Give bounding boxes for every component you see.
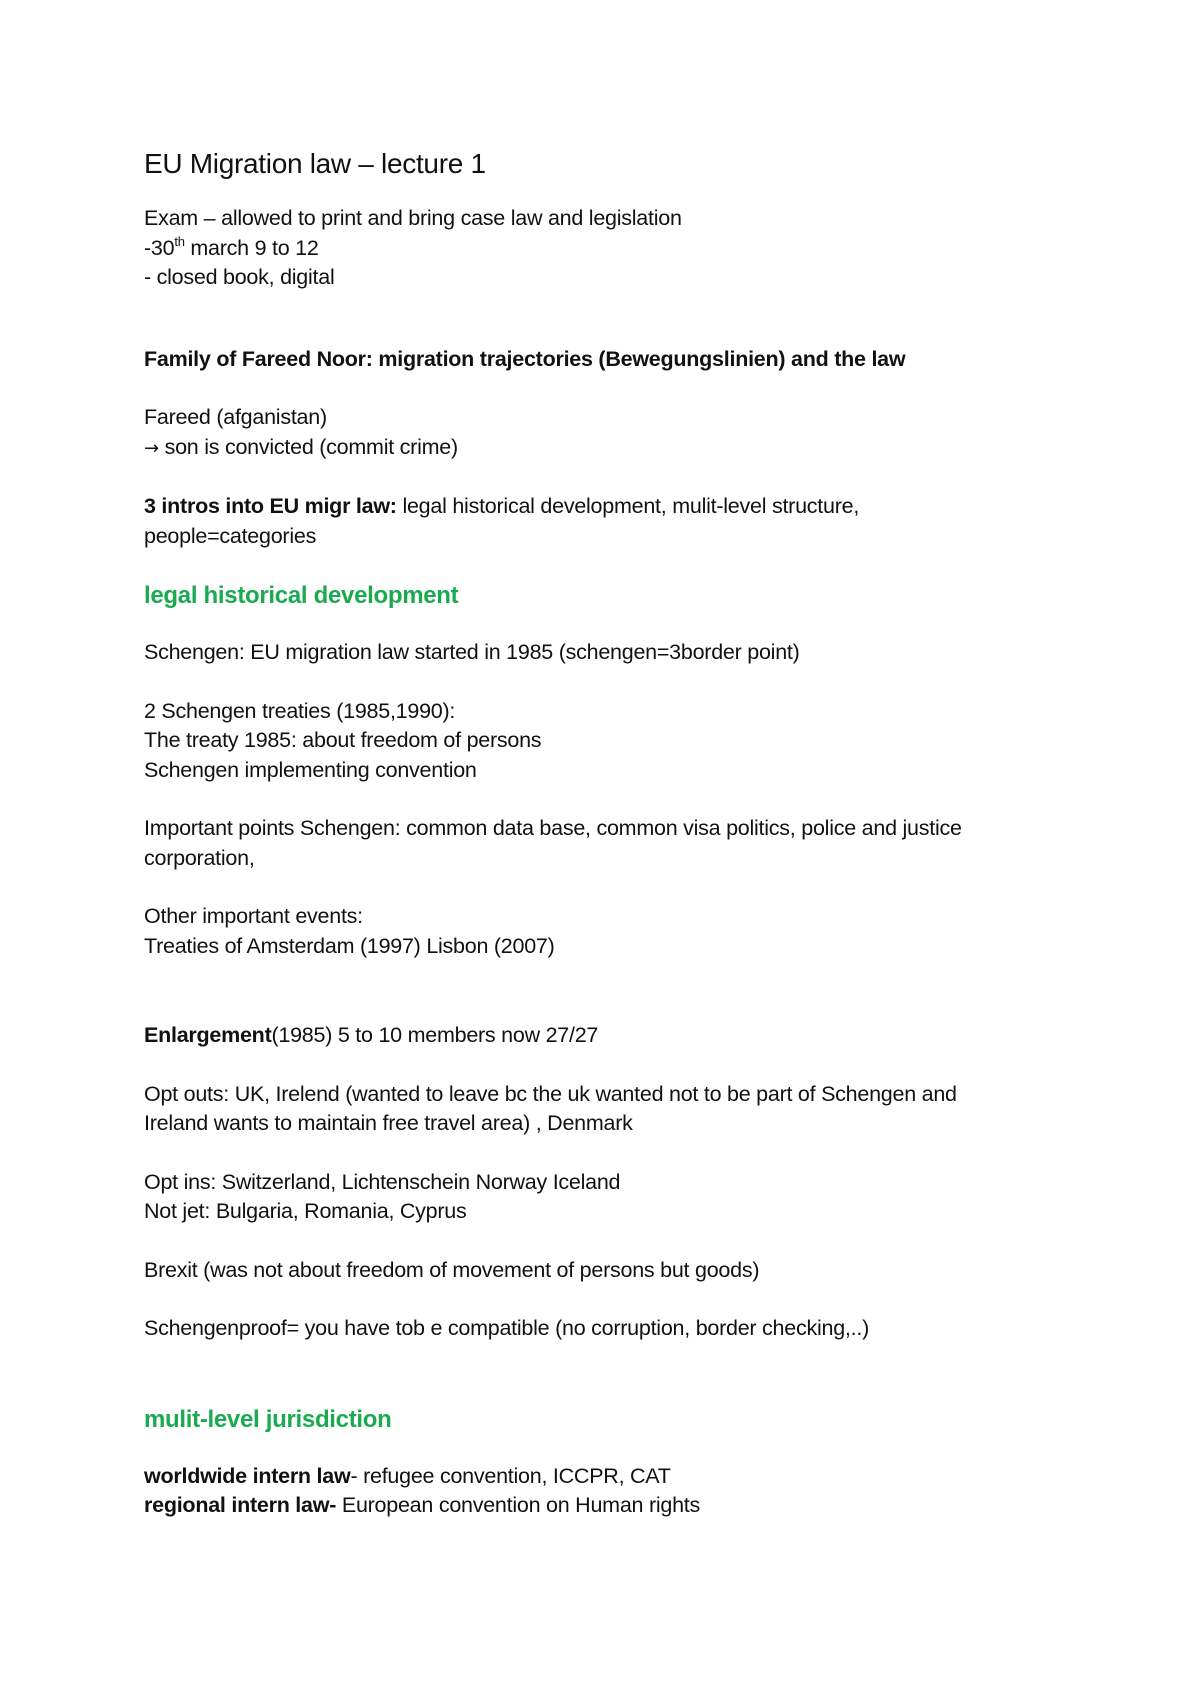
arrow-right-icon: → [144, 437, 159, 459]
worldwide-line [144, 1462, 1064, 1492]
other-events-block [144, 902, 1064, 961]
opt-outs-block [144, 1080, 1064, 1139]
exam-line-1: Exam – allowed to print and bring case law and legislation [144, 206, 682, 230]
optins-line-2: Not jet: Bulgaria, Romania, Cyprus [144, 1199, 467, 1223]
exam-line-2 [144, 234, 1064, 264]
schengen-start: Schengen: EU migration law started in 1985 (schengen=3border point) [144, 640, 800, 664]
exam-line-3: - closed book, digital [144, 265, 335, 289]
section-heading-legal-history: legal historical development [144, 582, 459, 609]
enlargement-bold: Enlargement [144, 1023, 272, 1047]
fareed-line-2 [144, 433, 1064, 464]
other-line-1: Other important events: [144, 904, 363, 928]
section-heading-multilevel: mulit-level jurisdiction [144, 1405, 392, 1433]
brexit-line: Brexit (was not about freedom of movement of persons but goods) [144, 1257, 760, 1282]
treaties-line-3: Schengen implementing convention [144, 757, 477, 782]
exam-date-sup: th [174, 233, 185, 249]
enlargement-line [144, 1021, 1064, 1051]
exam-block [144, 204, 1064, 293]
regional-bold: regional intern law- [144, 1493, 337, 1517]
important-line-1: Important points Schengen: common data base, common visa politics, police and justice [144, 816, 962, 840]
page-title: EU Migration law – lecture 1 [144, 148, 486, 179]
optins-line-1: Opt ins: Switzerland, Lichtenschein Norway Iceland [144, 1169, 621, 1194]
worldwide-bold: worldwide intern law [144, 1463, 351, 1488]
exam-date-suffix: march 9 to 12 [184, 235, 319, 260]
fareed-block [144, 403, 1064, 463]
fareed-son-text: son is convicted (commit crime) [158, 434, 458, 459]
schengenproof-line: Schengenproof= you have tob e compatible (no corruption, border checking,..) [144, 1316, 869, 1340]
optouts-line-1: Opt outs: UK, Irelend (wanted to leave bc the uk wanted not to be part of Schengen and [144, 1081, 957, 1106]
intros-line-2: people=categories [144, 523, 317, 548]
family-heading: Family of Fareed Noor: migration trajectories (Bewegungslinien) and the law [144, 346, 906, 371]
regional-rest: European convention on Human rights [336, 1493, 701, 1517]
worldwide-rest: - refugee convention, ICCPR, CAT [350, 1463, 671, 1488]
other-line-2: Treaties of Amsterdam (1997) Lisbon (2007) [144, 933, 555, 958]
intros-line-1 [144, 492, 1064, 522]
intros-rest: legal historical development, mulit-level structure, [396, 494, 860, 518]
enlargement-rest: (1985) 5 to 10 members now 27/27 [271, 1023, 599, 1047]
intros-bold: 3 intros into EU migr law: [144, 494, 397, 518]
important-points-block [144, 814, 1064, 873]
treaties-line-2: The treaty 1985: about freedom of persons [144, 728, 542, 752]
document-content [144, 146, 1064, 1550]
treaties-line-1: 2 Schengen treaties (1985,1990): [144, 698, 456, 723]
schengen-treaties-block [144, 697, 1064, 786]
intros-block [144, 492, 1064, 551]
exam-date-prefix: -30 [144, 235, 175, 260]
regional-line [144, 1491, 1064, 1521]
opt-ins-block [144, 1168, 1064, 1227]
fareed-line-1: Fareed (afganistan) [144, 405, 327, 429]
optouts-line-2: Ireland wants to maintain free travel area) , Denmark [144, 1111, 633, 1135]
important-line-2: corporation, [144, 845, 255, 870]
jurisdiction-block [144, 1462, 1064, 1521]
